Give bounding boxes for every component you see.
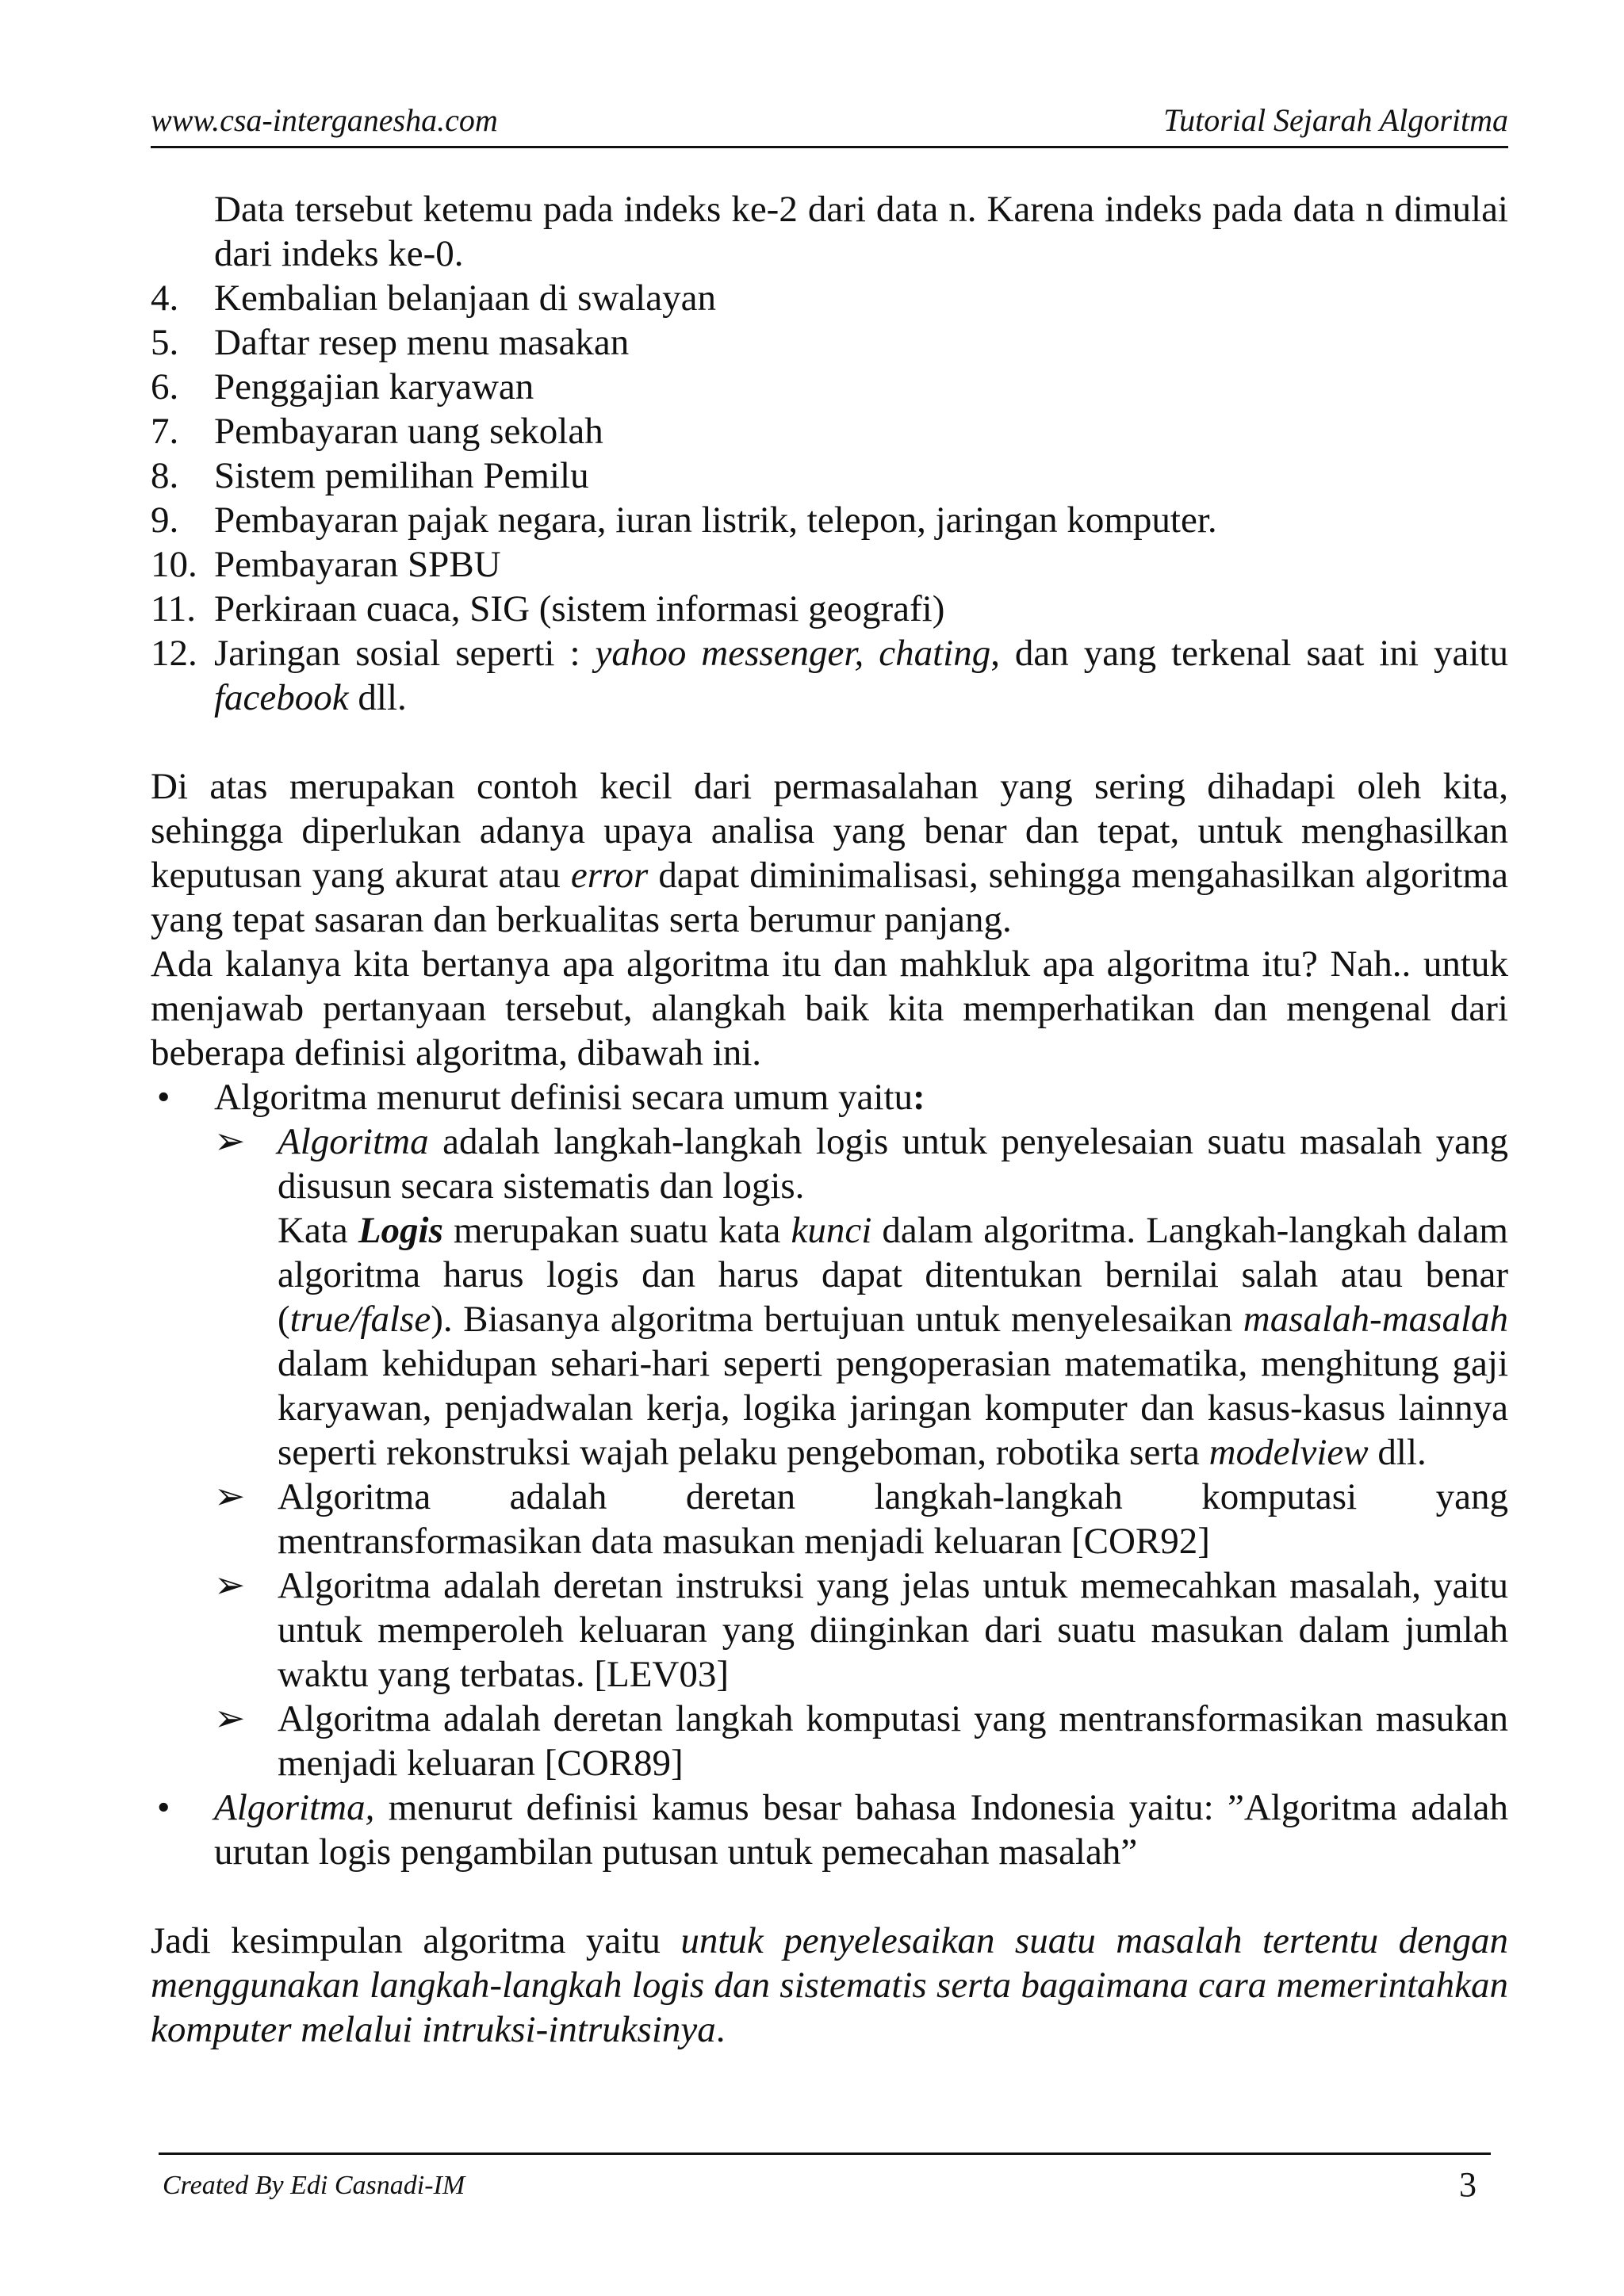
bullet-icon: • [157,1787,170,1828]
list-number: 11. [151,588,197,629]
list-number: 9. [151,499,179,541]
text-run: ). Biasanya algoritma bertujuan untuk menyelesaikan [431,1299,1243,1340]
italic-run: true/false [289,1299,431,1340]
text-run: Jaringan sosial seperti : [214,633,596,674]
list-text: Sistem pemilihan Pemilu [214,455,589,496]
italic-run: modelview [1208,1432,1369,1473]
conclusion-paragraph [151,1919,1508,2052]
bullet-colon: : [913,1077,925,1118]
list-text: Perkiraan cuaca, SIG (sistem informasi geografi) [214,588,945,629]
text-run: dapat diminimalisasi, sehingga mengahasilkan algoritma yang tepat sasaran dan berkualitas serta berumur panjang. [151,855,1508,940]
definition-explanation [278,1208,1508,1475]
list-text: Daftar resep menu masakan [214,322,630,363]
text-run: dll. [1368,1432,1427,1473]
list-number: 12. [151,633,197,674]
definition-line: Algoritma adalah deretan langkah-langkah komputasi yang [278,1476,1508,1517]
text-run: adalah langkah-langkah logis untuk penyelesaian suatu masalah yang disusun secara sistematis dan logis. [278,1121,1508,1207]
list-item [151,587,1508,631]
bullet-label: Algoritma menurut definisi secara umum yaitu [214,1077,914,1118]
list-item [151,542,1508,587]
intro-continuation: Data tersebut ketemu pada indeks ke-2 dari data n. Karena indeks pada data n dimulai dari indeks ke-0. [214,189,1508,274]
list-text: Pembayaran uang sekolah [214,411,603,452]
arrow-icon: ➢ [214,1565,246,1606]
list-text: Penggajian karyawan [214,366,534,408]
list-item [151,276,1508,320]
bullet-list [151,1075,1508,1874]
text-run: menurut definisi kamus besar bahasa Indonesia yaitu: ”Algoritma adalah urutan logis pengambilan putusan untuk pemecahan masalah” [214,1787,1508,1873]
footer-divider [159,2152,1491,2155]
text-run: Jadi kesimpulan algoritma yaitu [151,1920,681,1961]
paragraph-1 [151,764,1508,942]
text-run: merupakan suatu kata [442,1210,791,1251]
list-number: 10. [151,544,197,585]
bold-italic-run: Logis [358,1210,443,1251]
definition-item [214,1697,1508,1785]
spacer [151,720,1508,764]
page-number: 3 [1459,2165,1477,2204]
page-header [151,95,1508,148]
list-item-12 [151,631,1508,720]
definition-text: Algoritma adalah deretan instruksi yang jelas untuk memecahkan masalah, yaitu untuk memperoleh keluaran yang diinginkan dari suatu masukan dalam jumlah waktu yang terbatas. [LEV03] [278,1565,1508,1695]
definition-item [214,1563,1508,1697]
italic-run: Algoritma [278,1121,429,1162]
arrow-icon: ➢ [214,1476,246,1517]
list-text: Pembayaran SPBU [214,544,501,585]
arrow-icon: ➢ [214,1121,246,1162]
italic-run: kunci [791,1210,872,1251]
text-run: Di atas merupakan contoh kecil dari permasalahan yang sering dihadapi oleh kita, sehingga diperlukan adanya upaya analisa yang benar dan tepat, untuk menghasilkan keputusan yang akurat atau [151,766,1508,896]
list-number: 5. [151,322,179,363]
paragraph-2: Ada kalanya kita bertanya apa algoritma itu dan mahkluk apa algoritma itu? Nah.. untuk menjawab pertanyaan tersebut, alangkah baik kita memperhatikan dan mengenal dari beberapa definisi algoritma, dibawah ini. [151,943,1508,1073]
definition-text: Algoritma adalah deretan langkah komputasi yang mentransformasikan masukan menjadi keluaran [COR89] [278,1698,1508,1784]
text-run: Kata [278,1210,358,1251]
list-number: 6. [151,366,179,408]
list-item [151,320,1508,365]
document-body [151,187,1508,2052]
italic-run: untuk penyelesaikan suatu masalah tertentu dengan menggunakan langkah-langkah logis dan sistematis serta bagaimana cara memerintahkan komputer melalui intruksi-intruksinya [151,1920,1508,2050]
list-text: Pembayaran pajak negara, iuran listrik, telepon, jaringan komputer. [214,499,1217,541]
italic-run: masalah-masalah [1243,1299,1508,1340]
definition-item [214,1475,1508,1563]
header-website: www.csa-interganesha.com [151,102,498,138]
definition-line: mentransformasikan data masukan menjadi keluaran [COR92] [278,1521,1210,1562]
italic-run: error [570,855,649,896]
list-item [151,453,1508,498]
italic-run: Algoritma, [214,1787,375,1828]
text-run: dalam kehidupan sehari-hari seperti pengoperasian matematika, menghitung gaji karyawan, penjadwalan kerja, logika jaringan komputer dan kasus-kasus lainnya seperti rekonstruksi wajah pelaku pengeboman, robotika serta [278,1343,1508,1473]
numbered-list [151,276,1508,720]
list-item [151,365,1508,409]
definition-text [278,1119,1508,1208]
bullet-item [151,1785,1508,1874]
spacer [151,1874,1508,1919]
footer-author: Created By Edi Casnadi-IM [163,2171,465,2200]
list-number: 8. [151,455,179,496]
italic-run: facebook [214,677,349,718]
list-number: 7. [151,411,179,452]
list-text: Kembalian belanjaan di swalayan [214,277,716,319]
italic-run: yahoo messenger, chating [595,633,991,674]
list-number: 4. [151,277,179,319]
header-title: Tutorial Sejarah Algoritma [1163,102,1508,138]
bullet-icon: • [157,1077,170,1118]
list-item [151,409,1508,453]
arrow-icon: ➢ [214,1698,246,1739]
list-item [151,498,1508,542]
text-run: dalam algoritma. Langkah-langkah dalam algoritma harus logis dan harus dapat ditentukan bernilai salah atau benar ( [278,1210,1508,1340]
definition-list [214,1119,1508,1785]
text-run: . [715,2009,726,2050]
definition-item [214,1119,1508,1475]
text-run: dll. [348,677,407,718]
text-run: , dan yang terkenal saat ini yaitu [990,633,1508,674]
bullet-item [151,1075,1508,1785]
